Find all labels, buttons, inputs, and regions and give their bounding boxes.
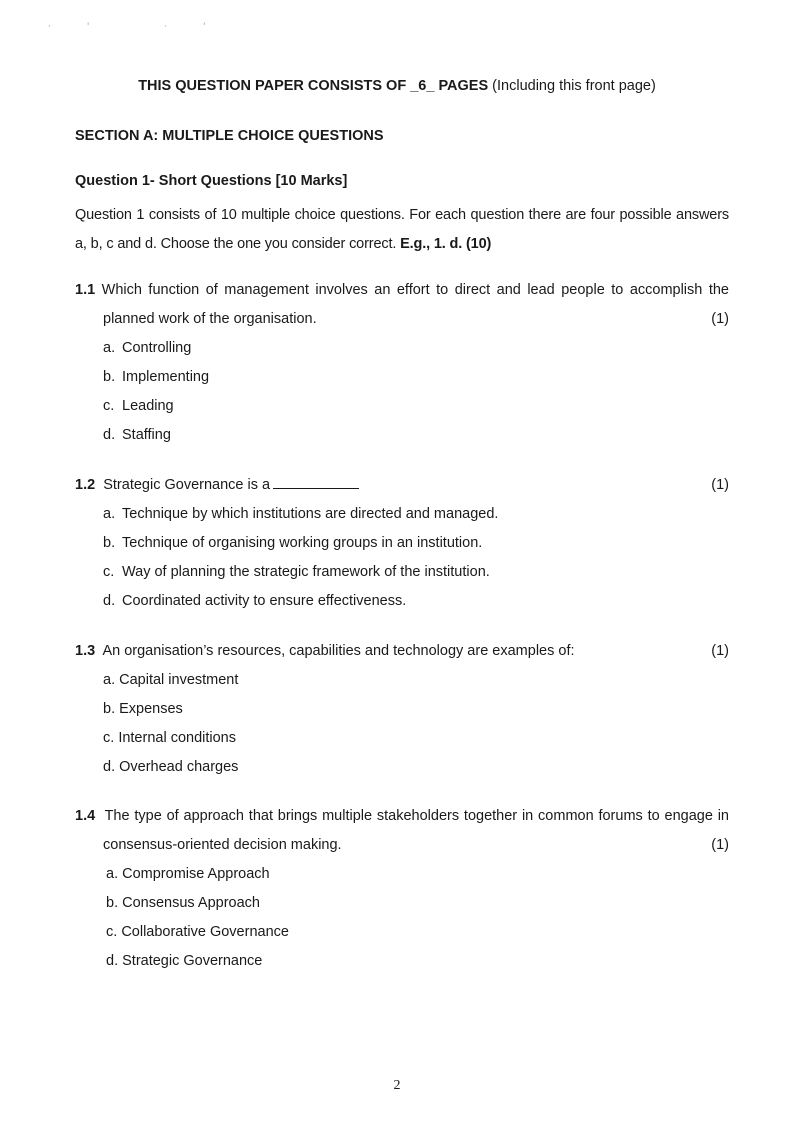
option-text: Controlling xyxy=(122,340,192,356)
option-text: Leading xyxy=(122,398,174,414)
answer-options xyxy=(103,500,729,616)
question-number: 1.3 xyxy=(75,643,96,659)
option-letter: a. xyxy=(103,506,116,522)
option-letter: d. xyxy=(103,593,116,609)
question-line xyxy=(75,471,729,500)
answer-options xyxy=(103,666,729,782)
option-d xyxy=(103,587,729,616)
option-a xyxy=(103,666,729,695)
option-letter: a. xyxy=(106,866,119,882)
question-text-line-1 xyxy=(75,276,729,305)
option-text: Technique by which institutions are directed and managed. xyxy=(122,506,499,522)
option-text: Capital investment xyxy=(119,672,239,688)
question-stem: An organisation’s resources, capabilities and technology are examples of: xyxy=(102,643,575,659)
option-a xyxy=(106,860,729,889)
question-line xyxy=(75,831,729,860)
question-mark: (1) xyxy=(711,477,729,493)
question-stem: Which function of management involves an effort to direct and lead people to accomplish the xyxy=(101,282,729,298)
question-text-line-1 xyxy=(75,802,729,831)
question-stem: Strategic Governance is a xyxy=(103,477,271,493)
option-letter: d. xyxy=(106,953,119,969)
question-line xyxy=(75,637,729,666)
option-text: Overhead charges xyxy=(119,759,239,775)
question-number: 1.4 xyxy=(75,808,96,824)
page-title xyxy=(0,78,794,94)
question-1-3 xyxy=(75,637,729,782)
option-text: Consensus Approach xyxy=(122,895,260,911)
question-mark: (1) xyxy=(711,837,729,853)
option-d xyxy=(103,753,729,782)
option-text: Coordinated activity to ensure effectiveness. xyxy=(122,593,407,609)
option-text: Way of planning the strategic framework of the institution. xyxy=(122,564,490,580)
option-a xyxy=(103,500,729,529)
option-text: Strategic Governance xyxy=(122,953,263,969)
question-line xyxy=(75,305,729,334)
option-c xyxy=(103,392,729,421)
option-letter: c. xyxy=(103,398,115,414)
question-1-4 xyxy=(75,802,729,976)
option-text: Technique of organising working groups in an institution. xyxy=(122,535,483,551)
page-number: 2 xyxy=(393,1078,401,1093)
answer-options xyxy=(103,334,729,450)
question-number: 1.2 xyxy=(75,477,96,493)
option-b xyxy=(106,889,729,918)
option-b xyxy=(103,529,729,558)
option-c xyxy=(103,724,729,753)
option-b xyxy=(103,363,729,392)
question-text-line-2: planned work of the organisation. xyxy=(103,311,317,327)
question-mark: (1) xyxy=(711,311,729,327)
instructions-example: E.g., 1. d. (10) xyxy=(400,236,492,252)
option-letter: c. xyxy=(106,924,118,940)
option-text: Compromise Approach xyxy=(122,866,270,882)
title-bold: THIS QUESTION PAPER CONSISTS OF _6_ PAGES xyxy=(138,78,489,94)
option-text: Internal conditions xyxy=(118,730,236,746)
option-b xyxy=(103,695,729,724)
option-text: Collaborative Governance xyxy=(121,924,289,940)
question-text-line-2: consensus-oriented decision making. xyxy=(103,837,342,853)
question-mark: (1) xyxy=(711,643,729,659)
option-text: Staffing xyxy=(122,427,171,443)
question-line xyxy=(75,802,729,831)
option-d xyxy=(103,421,729,450)
question-1-1 xyxy=(75,276,729,450)
answer-options xyxy=(106,860,729,976)
option-letter: c. xyxy=(103,730,115,746)
option-d xyxy=(106,947,729,976)
section-heading: SECTION A: MULTIPLE CHOICE QUESTIONS xyxy=(75,128,384,144)
question-number: 1.1 xyxy=(75,282,96,298)
option-a xyxy=(103,334,729,363)
question-1-heading: Question 1- Short Questions [10 Marks] xyxy=(75,173,348,189)
instructions-text: Question 1 consists of 10 multiple choice questions. For each question there are four possible answers a, b, c and d. Choose the one you consider correct. xyxy=(75,207,729,252)
question-1-2 xyxy=(75,471,729,616)
option-letter: c. xyxy=(103,564,115,580)
scan-specks: ·' ·' xyxy=(48,22,242,32)
option-text: Expenses xyxy=(119,701,183,717)
question-stem: The type of approach that brings multiple stakeholders together in common forums to engage in xyxy=(104,808,729,824)
option-c xyxy=(106,918,729,947)
instructions-paragraph xyxy=(75,201,729,259)
answer-blank xyxy=(273,474,359,489)
option-letter: d. xyxy=(103,427,116,443)
option-letter: b. xyxy=(103,535,116,551)
option-letter: b. xyxy=(103,369,116,385)
option-letter: b. xyxy=(106,895,119,911)
option-letter: a. xyxy=(103,340,116,356)
option-text: Implementing xyxy=(122,369,210,385)
option-letter: a. xyxy=(103,672,116,688)
option-letter: b. xyxy=(103,701,116,717)
option-letter: d. xyxy=(103,759,116,775)
title-note: (Including this front page) xyxy=(492,78,656,94)
question-line xyxy=(75,276,729,305)
option-c xyxy=(103,558,729,587)
